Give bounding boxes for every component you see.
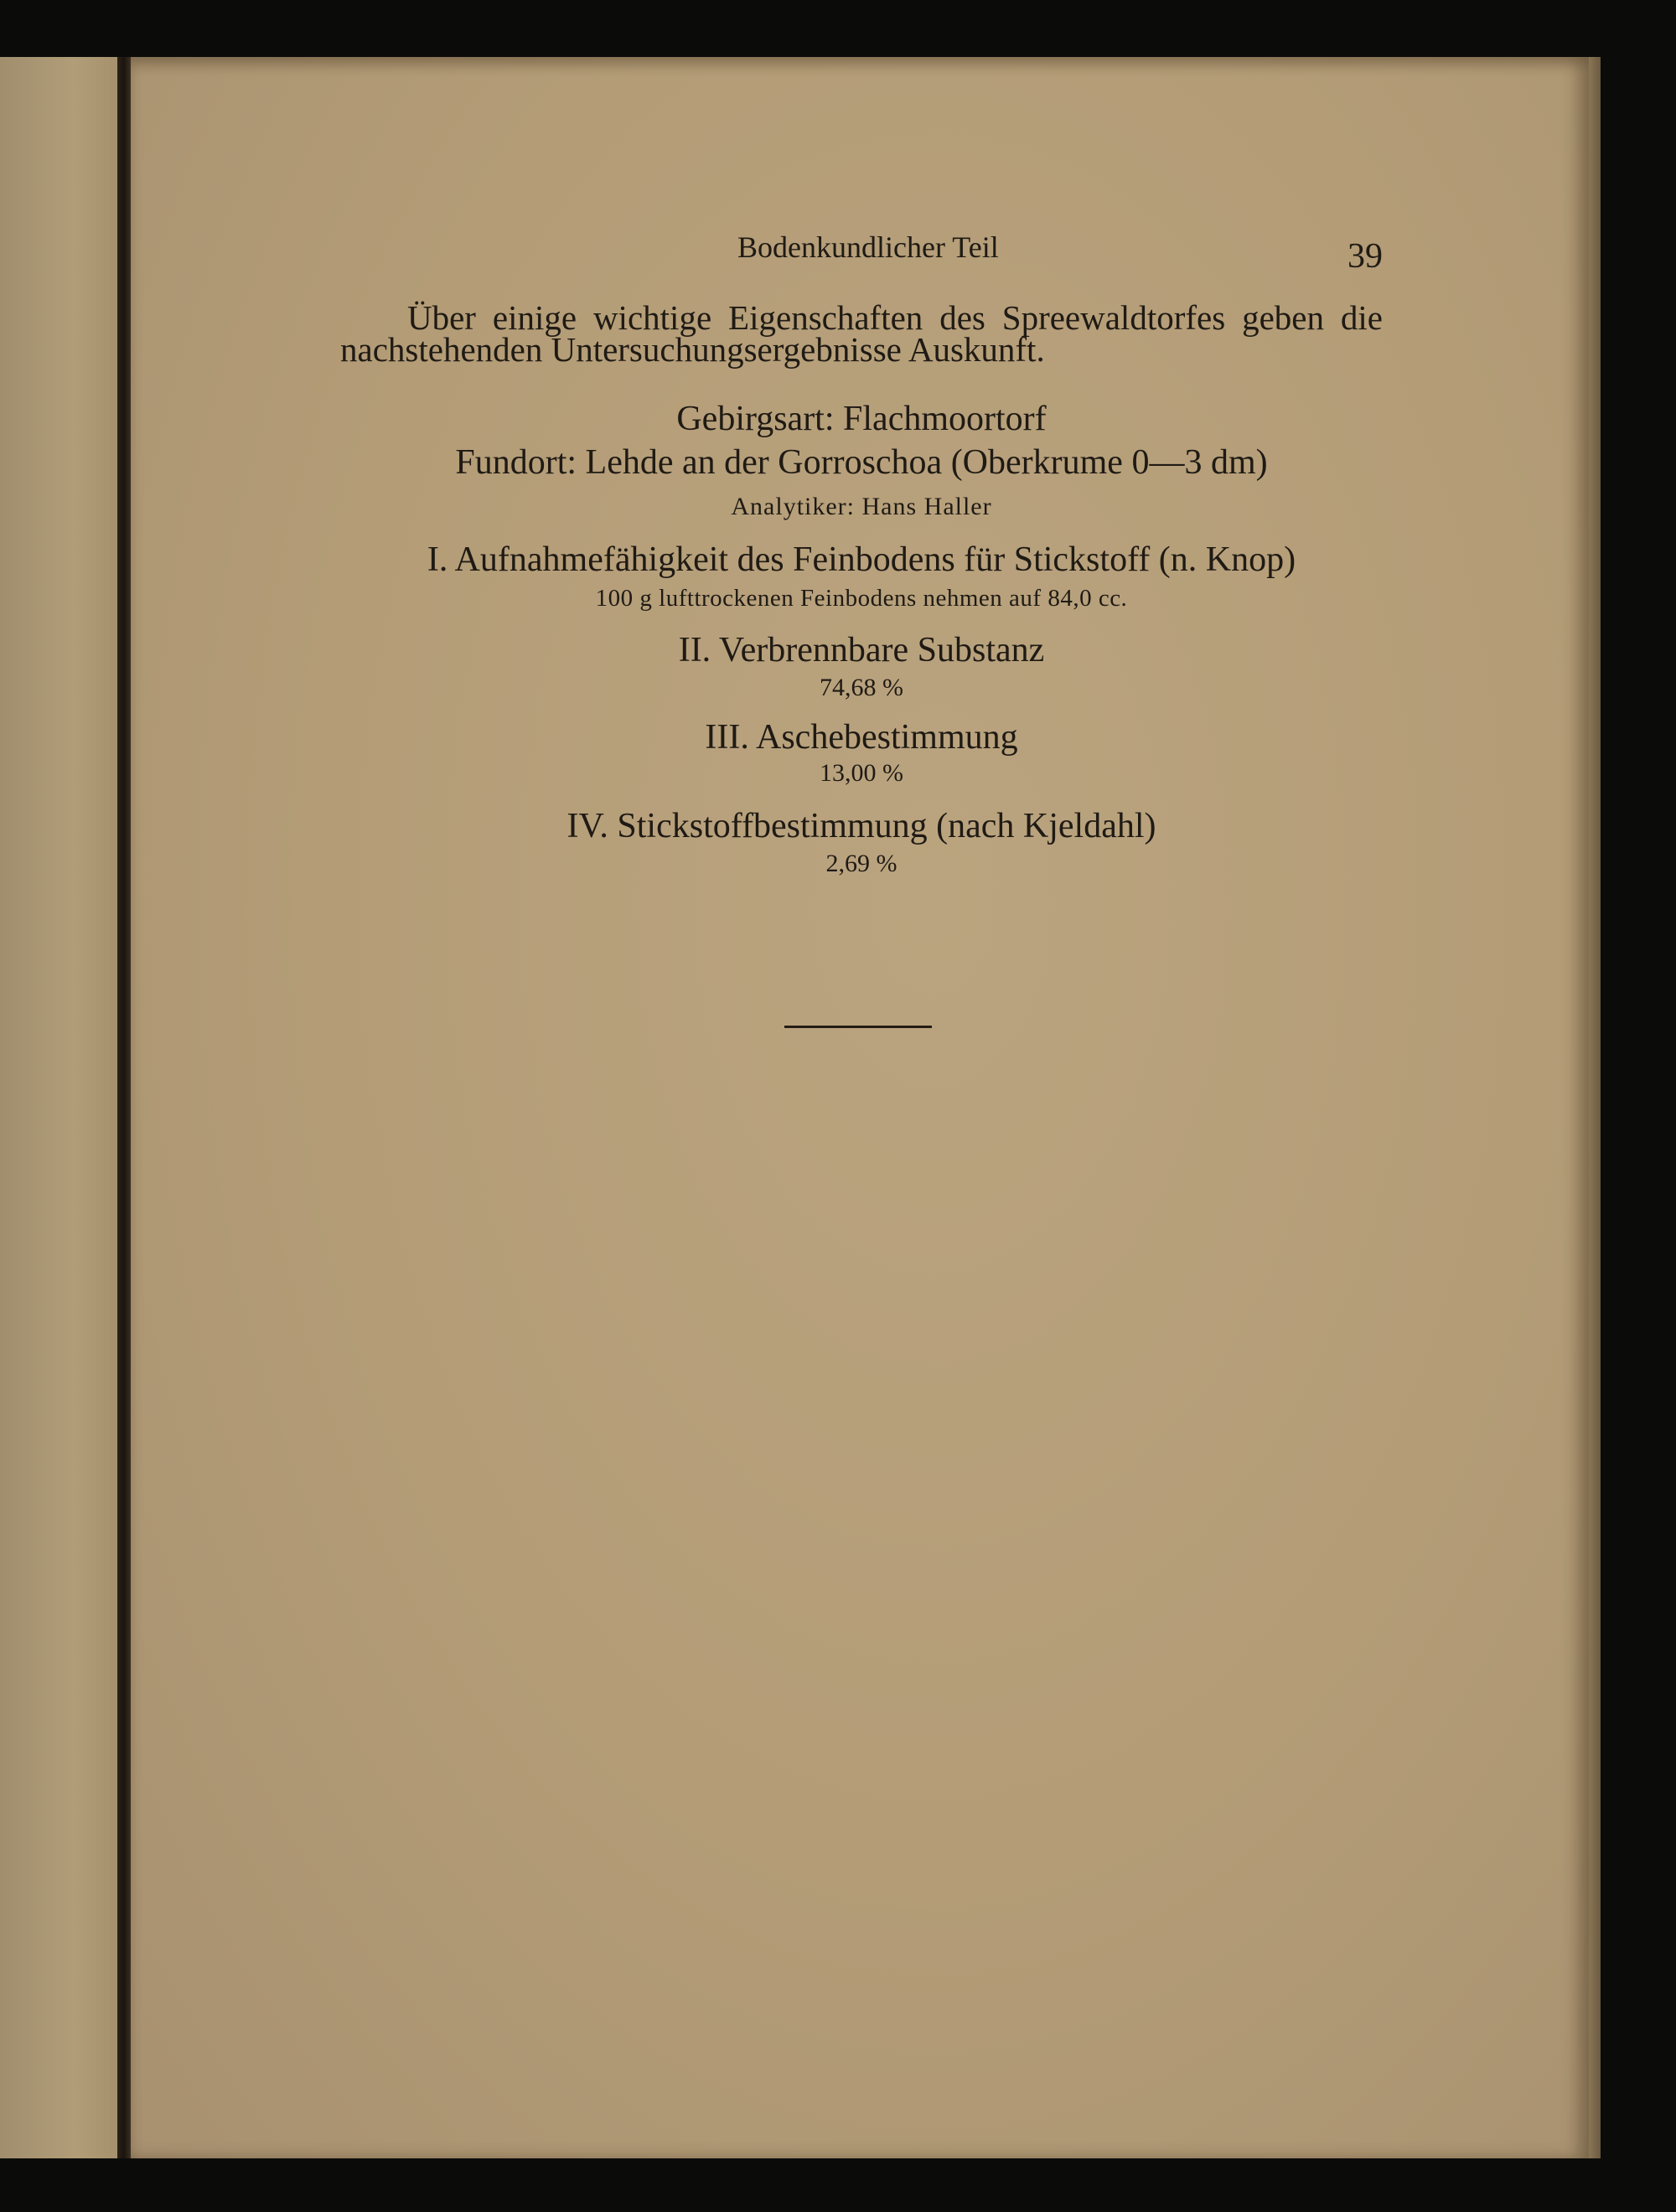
- page: [131, 57, 1589, 2158]
- adjacent-left-page: [0, 57, 124, 2158]
- result-heading-nitrogen-absorption: I. Aufnahmefähigkeit des Feinbodens für Stickstoff (n. Knop): [427, 540, 1296, 579]
- end-rule: [784, 1026, 932, 1028]
- book-spine: [117, 57, 131, 2158]
- sample-location: Fundort: Lehde an der Gorroschoa (Oberkrume 0—3 dm): [455, 443, 1268, 482]
- page-number: 39: [1348, 237, 1383, 276]
- page-edge: [1589, 57, 1601, 2158]
- running-head: Bodenkundlicher Teil: [737, 230, 999, 264]
- analyst: Analytiker: Hans Haller: [731, 493, 992, 520]
- rock-type: Gebirgsart: Flachmoortorf: [676, 400, 1047, 438]
- result-value-nitrogen-absorption: 100 g lufttrockenen Feinbodens nehmen auf 84,0 cc.: [595, 585, 1128, 612]
- result-heading-nitrogen-kjeldahl: IV. Stickstoffbestimmung (nach Kjeldahl): [566, 807, 1156, 845]
- result-heading-ash: III. Aschebestimmung: [705, 718, 1018, 757]
- intro-line-2: nachstehenden Untersuchungsergebnisse Auskunft.: [340, 330, 1045, 369]
- result-value-nitrogen-kjeldahl: 2,69 %: [825, 850, 897, 877]
- result-heading-combustible-substance: II. Verbrennbare Substanz: [678, 631, 1045, 669]
- result-value-combustible-substance: 74,68 %: [820, 674, 903, 701]
- result-value-ash: 13,00 %: [820, 759, 903, 787]
- intro-line-1: Über einige wichtige Eigenschaften des Spreewaldtorfes geben die: [407, 298, 1383, 337]
